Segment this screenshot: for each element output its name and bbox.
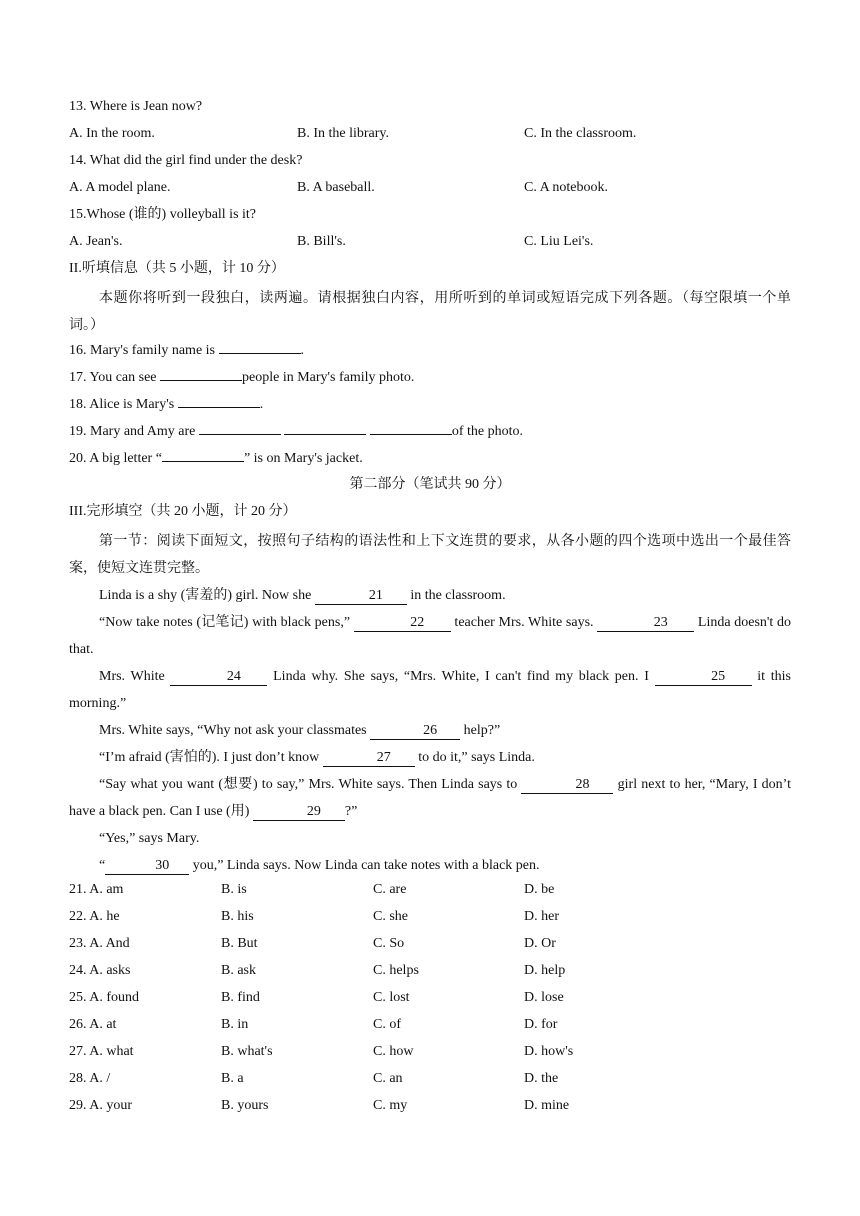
option-row-28: [69, 1068, 791, 1095]
question-17: 17. You can see people in Mary's family photo.: [69, 366, 791, 393]
option-c: C. Liu Lei's.: [524, 234, 594, 249]
option-d: D. for: [524, 1017, 558, 1032]
option-c: C. lost: [373, 990, 410, 1005]
question-16: 16. Mary's family name is .: [69, 339, 791, 366]
option-d: D. how's: [524, 1044, 574, 1059]
question-13-options: [69, 123, 791, 150]
cloze-paragraph-4: Mrs. White says, “Why not ask your classmates 26 help?”: [99, 723, 501, 738]
option-c: C. A notebook.: [524, 180, 609, 195]
blank-22: 22: [354, 614, 451, 632]
option-row-24: [69, 960, 791, 987]
option-d: D. help: [524, 963, 566, 978]
section-3-heading: III.完形填空（共 20 小题，计 20 分）: [69, 504, 297, 519]
option-b: B. ask: [221, 963, 256, 978]
option-b: B. in: [221, 1017, 249, 1032]
option-row-27: [69, 1041, 791, 1068]
option-d: D. her: [524, 909, 559, 924]
option-d: D. the: [524, 1071, 559, 1086]
option-d: D. lose: [524, 990, 564, 1005]
option-a: 22. A. he: [69, 909, 120, 924]
option-c: C. my: [373, 1098, 408, 1113]
option-c: C. helps: [373, 963, 419, 978]
option-b: B. find: [221, 990, 260, 1005]
cloze-paragraph-8: “ 30 you,” Linda says. Now Linda can take notes with a black pen.: [99, 858, 540, 873]
question-20: 20. A big letter “ ” is on Mary's jacket.: [69, 447, 791, 474]
question-15-options: [69, 231, 791, 258]
option-row-21: [69, 879, 791, 906]
option-c: C. an: [373, 1071, 403, 1086]
option-d: D. Or: [524, 936, 556, 951]
option-d: D. mine: [524, 1098, 570, 1113]
option-b: B. yours: [221, 1098, 269, 1113]
question-18: 18. Alice is Mary's .: [69, 393, 791, 420]
option-c: C. are: [373, 882, 407, 897]
option-d: D. be: [524, 882, 555, 897]
blank-30: 30: [105, 857, 189, 875]
blank-24: 24: [170, 668, 267, 686]
option-c: C. how: [373, 1044, 414, 1059]
option-a: 24. A. asks: [69, 963, 131, 978]
option-c: C. So: [373, 936, 405, 951]
option-a: A. Jean's.: [69, 234, 123, 249]
section-3-instruction: 第一节：阅读下面短文，按照句子结构的语法性和上下文连贯的要求，从各小题的四个选项中选出一个最佳答案，使短文连贯完整。: [69, 534, 791, 576]
blank-27: 27: [323, 749, 415, 767]
section-2-instruction: 本题你将听到一段独白，读两遍。请根据独白内容，用所听到的单词或短语完成下列各题。（每空限填一个单词。）: [69, 291, 791, 333]
option-a: 26. A. at: [69, 1017, 117, 1032]
option-a: 21. A. am: [69, 882, 124, 897]
cloze-paragraph-2: “Now take notes (记笔记) with black pens,” 22 teacher Mrs. White says. 23 Linda doesn't do that.: [69, 615, 792, 657]
question-14: 14. What did the girl find under the desk?: [69, 153, 303, 168]
blank-23: 23: [597, 614, 694, 632]
option-b: B. In the library.: [297, 126, 390, 141]
cloze-paragraph-3: Mrs. White 24 Linda why. She says, “Mrs. White, I can't find my black pen. I 25 it this morning.”: [69, 669, 791, 711]
blank-21: 21: [315, 587, 407, 605]
option-a: 28. A. /: [69, 1071, 111, 1086]
option-row-23: [69, 933, 791, 960]
answer-blank[interactable]: [178, 393, 260, 408]
cloze-paragraph-6: “Say what you want (想要) to say,” Mrs. White says. Then Linda says to 28 girl next to her, “Mary, I don’t have a black pen. Can I use (用) 29 ?”: [69, 777, 791, 819]
option-a: A. A model plane.: [69, 180, 171, 195]
option-c: C. In the classroom.: [524, 126, 637, 141]
cloze-paragraph-7: “Yes,” says Mary.: [99, 831, 200, 846]
cloze-paragraph-5: “I’m afraid (害怕的). I just don’t know 27 to do it,” says Linda.: [99, 750, 535, 765]
blank-28: 28: [521, 776, 613, 794]
blank-26: 26: [370, 722, 460, 740]
option-b: B. is: [221, 882, 247, 897]
question-14-options: [69, 177, 791, 204]
part-two-title: 第二部分（笔试共 90 分）: [349, 477, 511, 492]
exam-page: [69, 96, 791, 1122]
option-b: B. his: [221, 909, 254, 924]
section-2-heading: II.听填信息（共 5 小题，计 10 分）: [69, 261, 285, 276]
blank-29: 29: [253, 803, 345, 821]
option-c: C. of: [373, 1017, 401, 1032]
answer-blank[interactable]: [219, 339, 301, 354]
cloze-paragraph-1: Linda is a shy (害羞的) girl. Now she 21 in the classroom.: [99, 588, 506, 603]
answer-blank[interactable]: [160, 366, 242, 381]
answer-blank[interactable]: [162, 447, 244, 462]
option-a: 27. A. what: [69, 1044, 134, 1059]
option-a: 25. A. found: [69, 990, 139, 1005]
option-c: C. she: [373, 909, 408, 924]
question-13: 13. Where is Jean now?: [69, 99, 203, 114]
option-b: B. But: [221, 936, 258, 951]
option-a: 23. A. And: [69, 936, 130, 951]
option-b: B. a: [221, 1071, 244, 1086]
question-19: 19. Mary and Amy are of the photo.: [69, 420, 791, 447]
question-15: 15.Whose (谁的) volleyball is it?: [69, 207, 257, 222]
option-b: B. Bill's.: [297, 234, 346, 249]
option-row-22: [69, 906, 791, 933]
option-row-25: [69, 987, 791, 1014]
option-a: A. In the room.: [69, 126, 155, 141]
blank-25: 25: [655, 668, 752, 686]
option-row-26: [69, 1014, 791, 1041]
option-b: B. what's: [221, 1044, 273, 1059]
cloze-options: [69, 879, 791, 1122]
answer-blank[interactable]: [370, 420, 452, 435]
answer-blank[interactable]: [199, 420, 281, 435]
option-row-29: [69, 1095, 791, 1122]
option-b: B. A baseball.: [297, 180, 375, 195]
answer-blank[interactable]: [284, 420, 366, 435]
option-a: 29. A. your: [69, 1098, 132, 1113]
